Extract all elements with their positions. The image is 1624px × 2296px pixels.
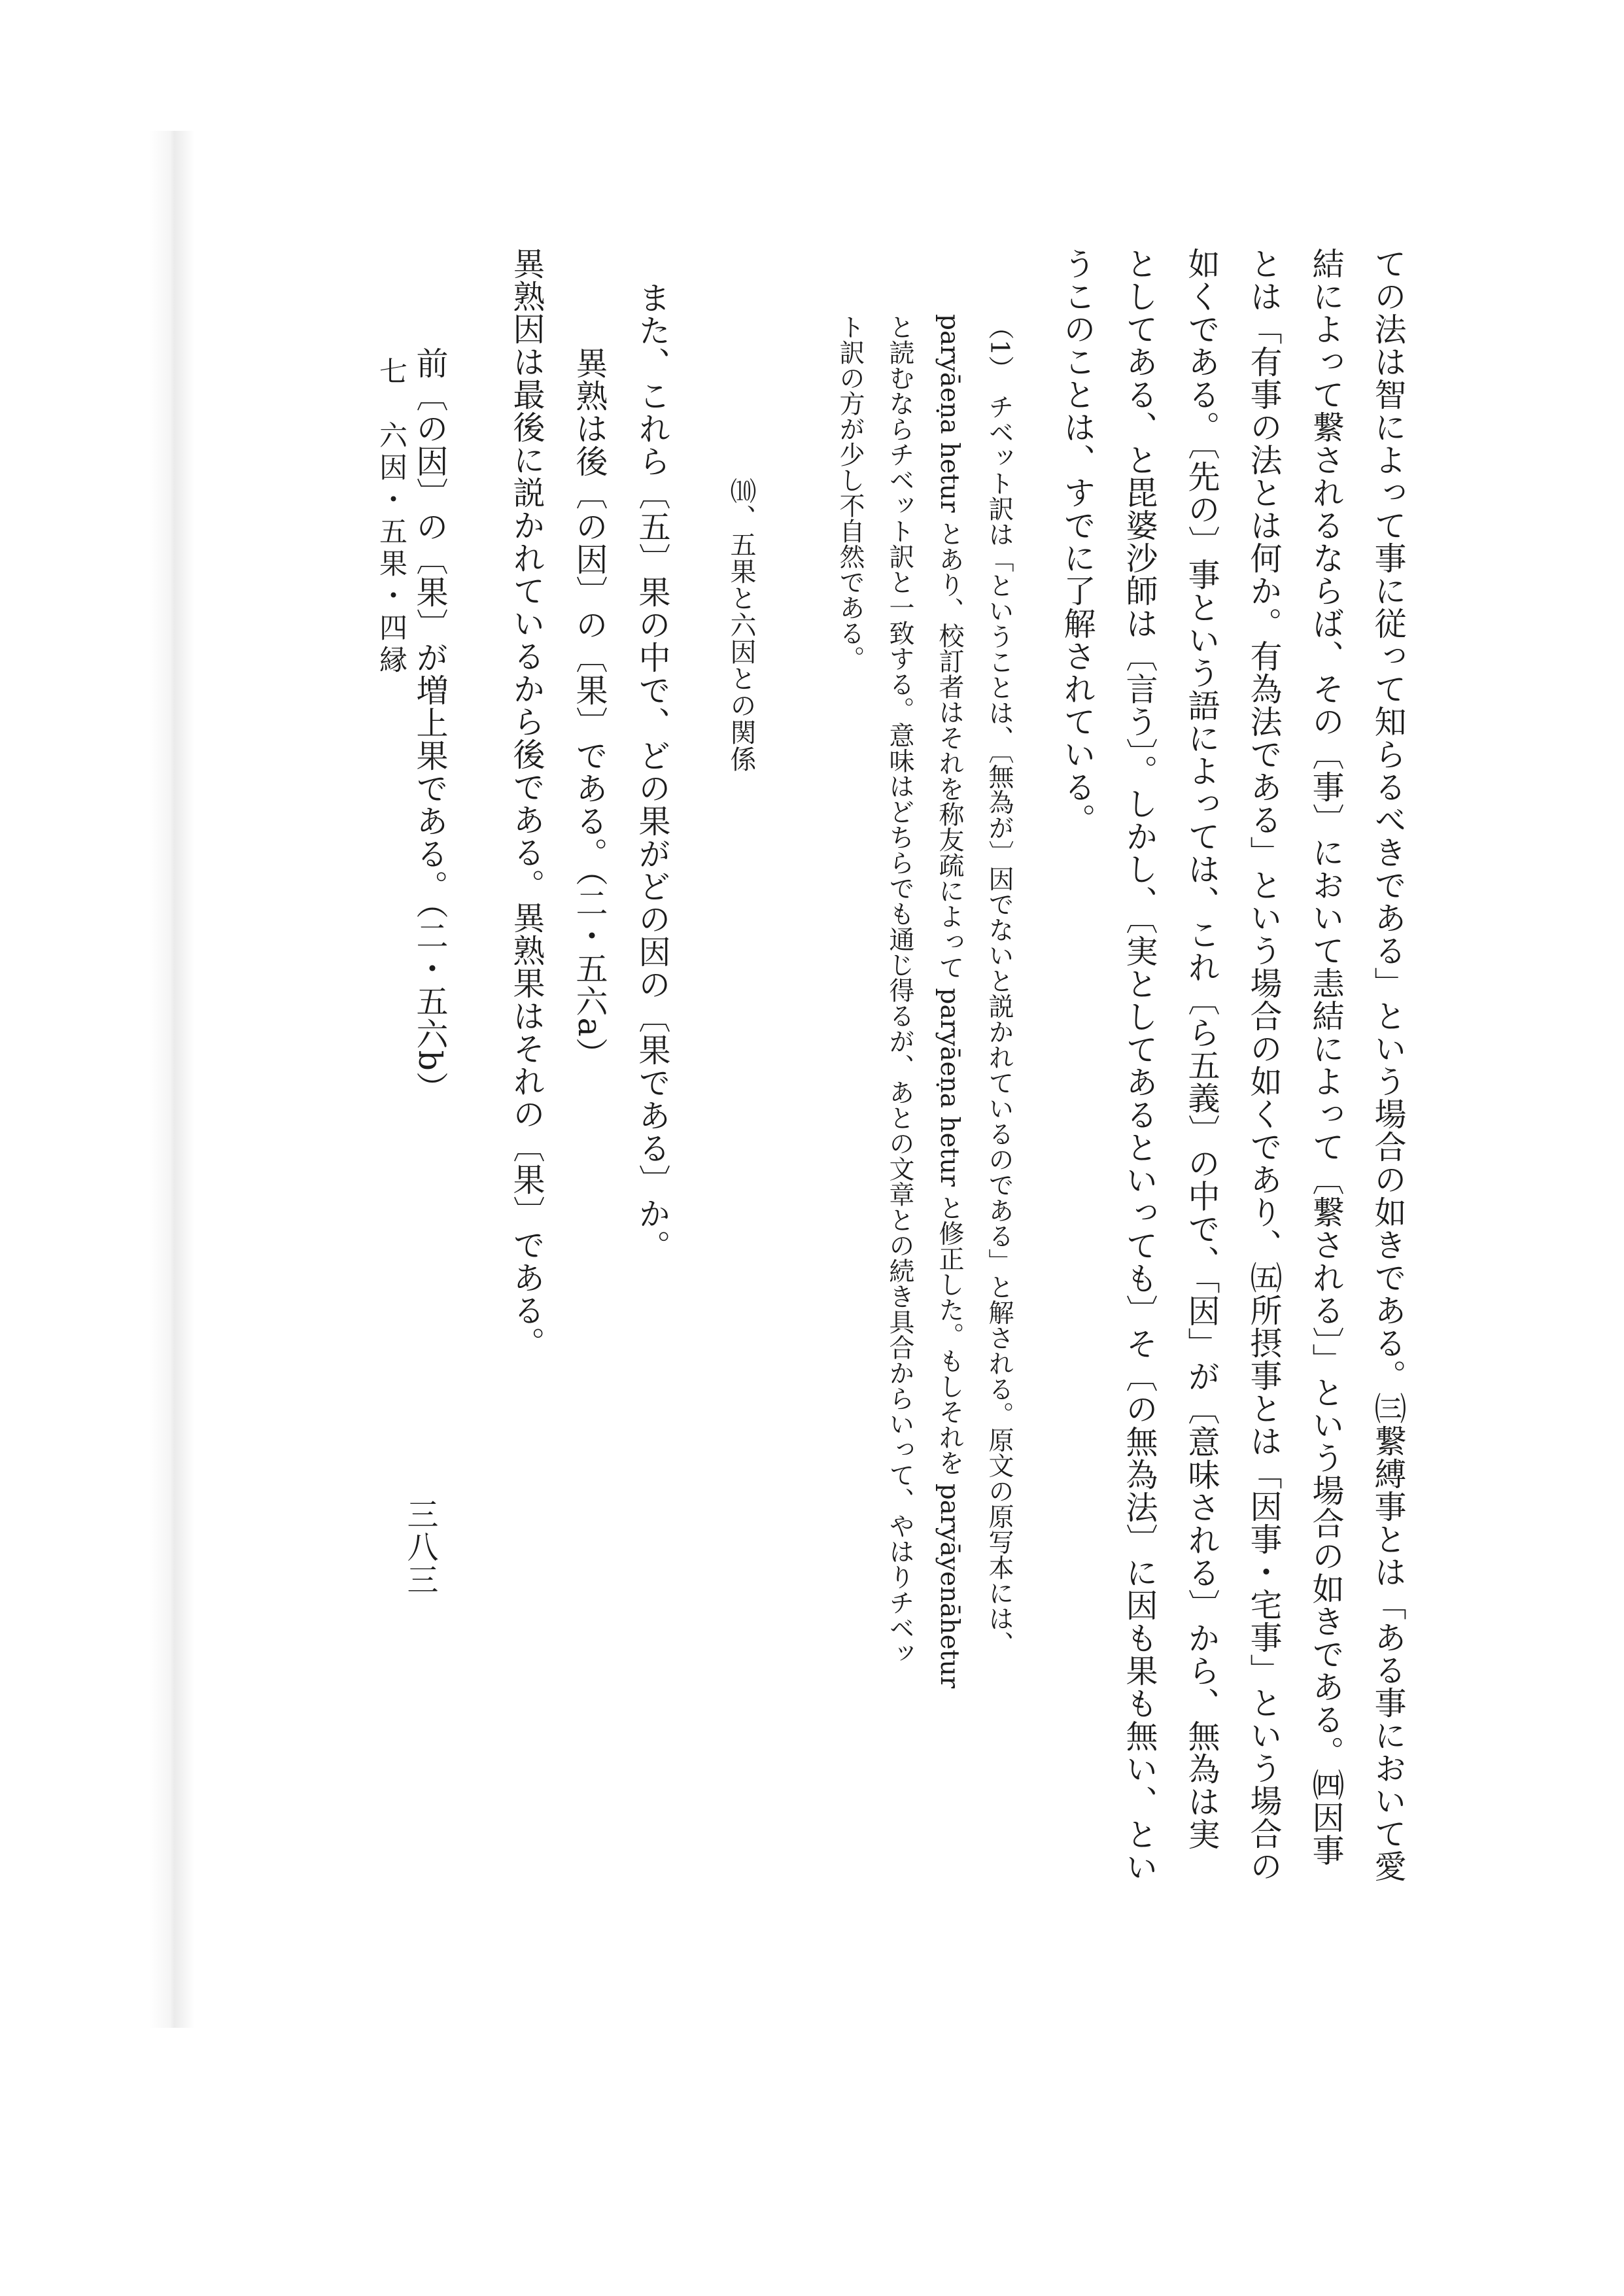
footnote-line-4: ト訳の方が少し不自然である。 — [835, 314, 865, 671]
scan-gutter-shadow — [149, 131, 195, 2028]
page-number: 三八三 — [402, 1498, 438, 1596]
body-explanation-line: 異熟因は最後に説かれているから後である。異熟果はそれの〔果〕である。 — [508, 247, 545, 1359]
section-heading: ⑽、五果と六因との関係 — [726, 478, 756, 773]
verse-line-1: 異熟は後〔の因〕の〔果〕である。（二・五六a） — [571, 347, 608, 1070]
body-question-line: また、これら〔五〕果の中で、どの果がどの因の〔果である〕か。 — [634, 281, 671, 1262]
running-title: 七 六因・五果・四縁 — [375, 357, 407, 677]
body-line-1: ての法は智によって事に従って知らるべきである」という場合の如きである。㈢繋縛事とは「ある事において愛 — [1370, 247, 1407, 1883]
body-line-2: 結によって繋されるならば、その〔事〕において恚結によって〔繋される〕」という場合の如きである。㈣因事 — [1307, 247, 1345, 1867]
footnote-line-2: paryāeṇa hetur とあり、校訂者はそれを称友疏によって paryāeṇa hetur と修正した。もしそれを paryāyenāhetur — [935, 314, 964, 1689]
footnote-line-3: と読むならチベット訳と一致する。意味はどちらでも通じ得るが、あとの文章との続き具合からいって、やはりチベッ — [885, 314, 914, 1666]
body-line-6: うこのことは、すでに了解されている。 — [1059, 247, 1096, 836]
body-line-4: 如くである。〔先の〕事という語によっては、これ〔ら五義〕の中で、「因」が〔意味される〕から、無為は実 — [1183, 247, 1220, 1851]
body-line-3: とは「有事の法とは何か。有為法である」という場合の如くであり、㈤所摂事とは「因事・宅事」という場合の — [1245, 247, 1283, 1883]
verse-line-2: 前〔の因〕の〔果〕が増上果である。（二・五六b） — [411, 347, 449, 1104]
body-line-5: としてある、と毘婆沙師は〔言う〕。しかし、〔実としてあるといっても〕そ〔の無為法〕に因も果も無い、とい — [1121, 247, 1158, 1883]
footnote-line-1: （1） チベット訳は「ということは、〔無為が〕因でないと説かれているのである」と解される。原文の原写本には、 — [984, 314, 1014, 1657]
